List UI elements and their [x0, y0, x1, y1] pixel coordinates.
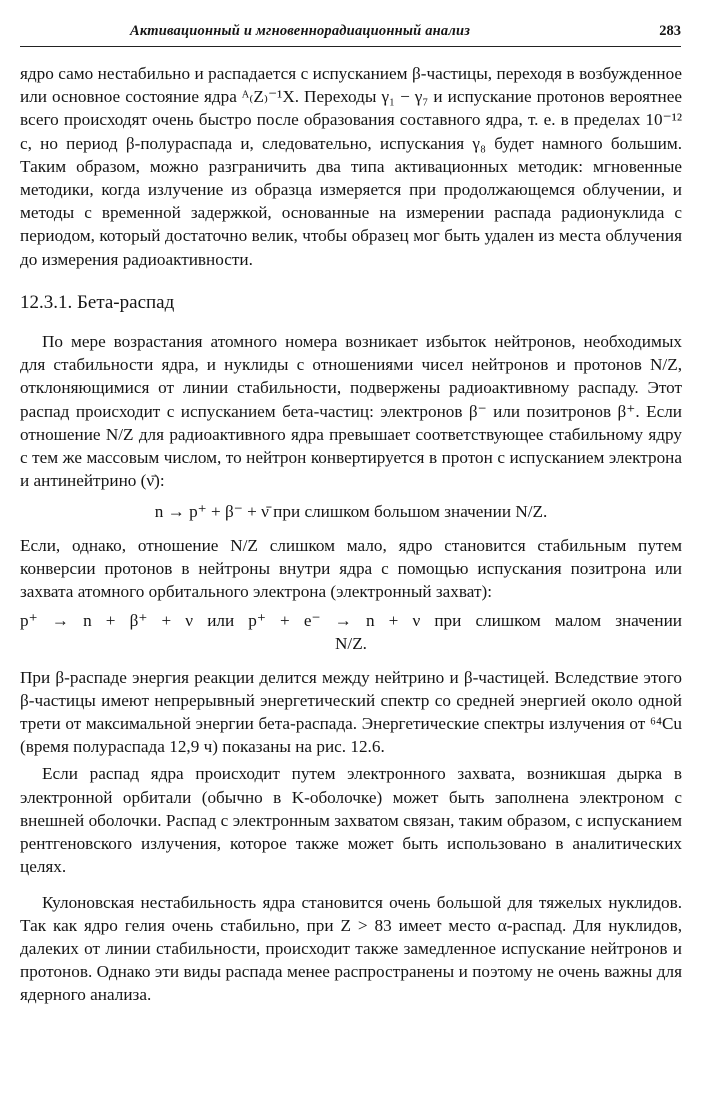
running-header [20, 20, 681, 47]
equation-beta-plus-line2: N/Z. [335, 634, 367, 654]
paragraph-beta-energy: При β-распаде энергия реакции делится между нейтрино и β-частицей. Вследствие этого β-частицы имеют непрерывный энергетический спектр со средней энергией около одной трети от максимальной энергии бета-распада. Энергетические спектры излучения от ⁶⁴Cu (время полураспада 12,9 ч) показаны на рис. 12.6. [20, 667, 682, 757]
running-title: Активационный и мгновеннорадиационный анализ [130, 23, 471, 39]
equation-beta-plus [20, 609, 682, 655]
page-number: 283 [659, 23, 681, 39]
section-title: 12.3.1. Бета-распад [20, 291, 175, 313]
equation-beta-minus: n → p⁺ + β⁻ + ν̄ при слишком большом значении N/Z. [154, 502, 548, 522]
equation-beta-plus-line1: p⁺ → n + β⁺ + ν или p⁺ + e⁻ → n + ν при слишком малом значении [20, 611, 682, 631]
page-body [20, 62, 682, 1007]
paragraph-coulomb: Кулоновская нестабильность ядра становится очень большой для тяжелых нуклидов. Так как ядро гелия очень стабильно, при Z > 83 имеет место α-распад. Для нуклидов, далеких от линии стабильности, происходит также замедленное испускание нейтронов и протонов. Однако эти виды распада менее распространены и поэтому не очень важны для ядерного анализа. [20, 892, 682, 1005]
paragraph-beta-intro: По мере возрастания атомного номера возникает избыток нейтронов, необходимых для стабильности ядра, и нуклиды с отношениями чисел нейтронов и протонов N/Z, отклоняющимися от линии стабильности, подвержены радиоактивному распаду. Этот распад происходит с испусканием бета-частиц: электронов β⁻ или позитронов β⁺. Если отношение N/Z для радиоактивного ядра превышает соответствующее стабильному ядру с тем же массовым числом, то нейтрон конвертируется в протон с испусканием электрона и антинейтрино (ν̄): [20, 332, 682, 491]
paragraph-electron-capture: Если распад ядра происходит путем электронного захвата, возникшая дырка в электронной орбитали (обычно в K-оболочке) может быть заполнена электроном с внешней оболочки. Распад с электронным захватом связан, таким образом, с испусканием рентгеновского излучения, которое также может быть использовано в аналитических целях. [20, 764, 682, 877]
paragraph-positron: Если, однако, отношение N/Z слишком мало, ядро становится стабильным путем конверсии протонов в нейтроны внутри ядра с помощью испускания позитрона или захвата атомного орбитального электрона (электронный захват): [20, 535, 682, 602]
paragraph-continuation: ядро само нестабильно и распадается с испусканием β-частицы, переходя в возбужденное или основное состояние ядра ᴬ₍Z₎⁻¹X. Переходы γ₁ − γ₇ и испускание протонов вероятнее всего происходят очень быстро после образования составного ядра, т. е. в пределах 10⁻¹² с, но период β-полураспада и, следовательно, испускания γ₈ будет намного большим. Таким образом, можно разграничить два типа активационных методик: мгновенные методики, когда излучение из образца измеряется при продолжающемся облучении, и методы с временной задержкой, основанные на измерении распада радионуклида с периодом, который достаточно велик, чтобы образец мог быть удален из места облучения до измерения радиоактивности. [20, 64, 682, 269]
